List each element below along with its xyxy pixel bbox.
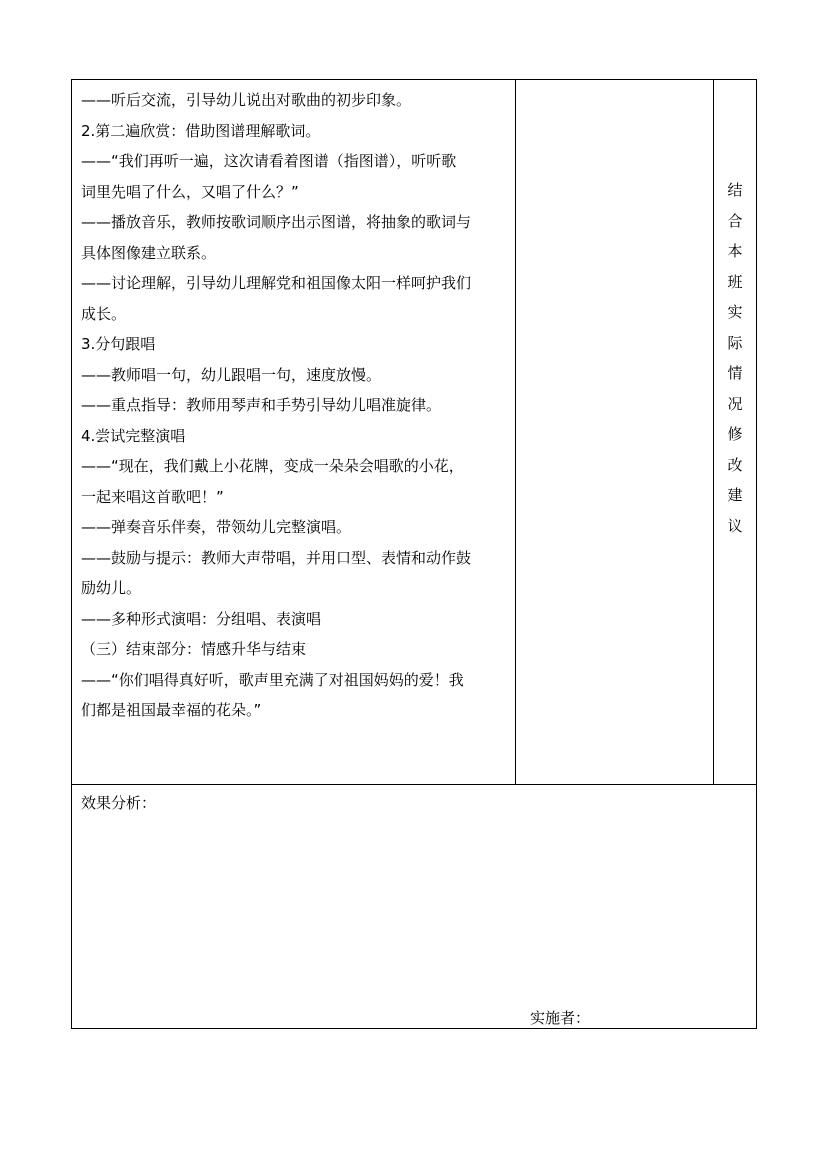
process-line: 3.分句跟唱 xyxy=(81,335,156,353)
process-line: ——教师唱一句，幼儿跟唱一句，速度放慢。 xyxy=(81,365,382,384)
vertical-char: 修 xyxy=(727,425,743,443)
process-line: （三）结束部分：情感升华与结束 xyxy=(81,640,307,658)
vertical-char: 建 xyxy=(727,486,743,504)
process-line: ——“我们再听一遍，这次请看着图谱（指图谱），听听歌 xyxy=(81,152,457,170)
effect-analysis-cell[interactable] xyxy=(72,785,756,1028)
process-line: ——“你们唱得真好听，歌声里充满了对祖国妈妈的爱！我 xyxy=(81,670,464,689)
vertical-char: 实 xyxy=(727,303,743,321)
vertical-char: 际 xyxy=(727,333,743,352)
process-line: 4.尝试完整演唱 xyxy=(81,426,186,445)
process-line: ——多种形式演唱：分组唱、表演唱 xyxy=(81,609,322,628)
effect-analysis-label: 效果分析： xyxy=(81,794,157,812)
notes-cell[interactable] xyxy=(516,80,714,784)
process-line: 励幼儿。 xyxy=(81,579,142,597)
process-line: 具体图像建立联系。 xyxy=(81,243,217,262)
process-cell xyxy=(72,80,516,784)
process-line: 们都是祖国最幸福的花朵。” xyxy=(81,701,262,719)
process-line: ——“现在，我们戴上小花牌，变成一朵朵会唱歌的小花， xyxy=(81,457,464,475)
process-line: 词里先唱了什么，又唱了什么？” xyxy=(81,182,299,201)
vertical-char: 情 xyxy=(727,364,743,382)
process-line: 2.第二遍欣赏：借助图谱理解歌词。 xyxy=(81,121,321,140)
process-row xyxy=(72,80,756,785)
process-line: ——重点指导：教师用琴声和手势引导幼儿唱准旋律。 xyxy=(81,396,442,414)
vertical-char: 改 xyxy=(727,455,743,474)
process-line: ——讨论理解，引导幼儿理解党和祖国像太阳一样呵护我们 xyxy=(81,274,472,292)
revision-suggestion-cell xyxy=(714,80,756,784)
vertical-char: 议 xyxy=(727,516,743,535)
vertical-char: 况 xyxy=(727,394,743,413)
process-line: 一起来唱这首歌吧！” xyxy=(81,487,224,506)
implementer-label: 实施者： xyxy=(530,1009,591,1027)
process-line: 成长。 xyxy=(81,304,127,323)
vertical-char: 合 xyxy=(727,211,743,230)
vertical-char: 本 xyxy=(727,242,743,260)
process-line: ——听后交流，引导幼儿说出对歌曲的初步印象。 xyxy=(81,91,412,109)
process-line: ——弹奏音乐伴奏，带领幼儿完整演唱。 xyxy=(81,518,352,536)
process-line: ——播放音乐，教师按歌词顺序出示图谱，将抽象的歌词与 xyxy=(81,213,472,231)
lesson-plan-table xyxy=(71,79,757,1029)
process-line: ——鼓励与提示：教师大声带唱，并用口型、表情和动作鼓 xyxy=(81,548,472,567)
revision-suggestion-label xyxy=(714,175,756,541)
vertical-char: 结 xyxy=(727,181,743,199)
vertical-char: 班 xyxy=(727,272,743,291)
process-text xyxy=(81,85,511,726)
